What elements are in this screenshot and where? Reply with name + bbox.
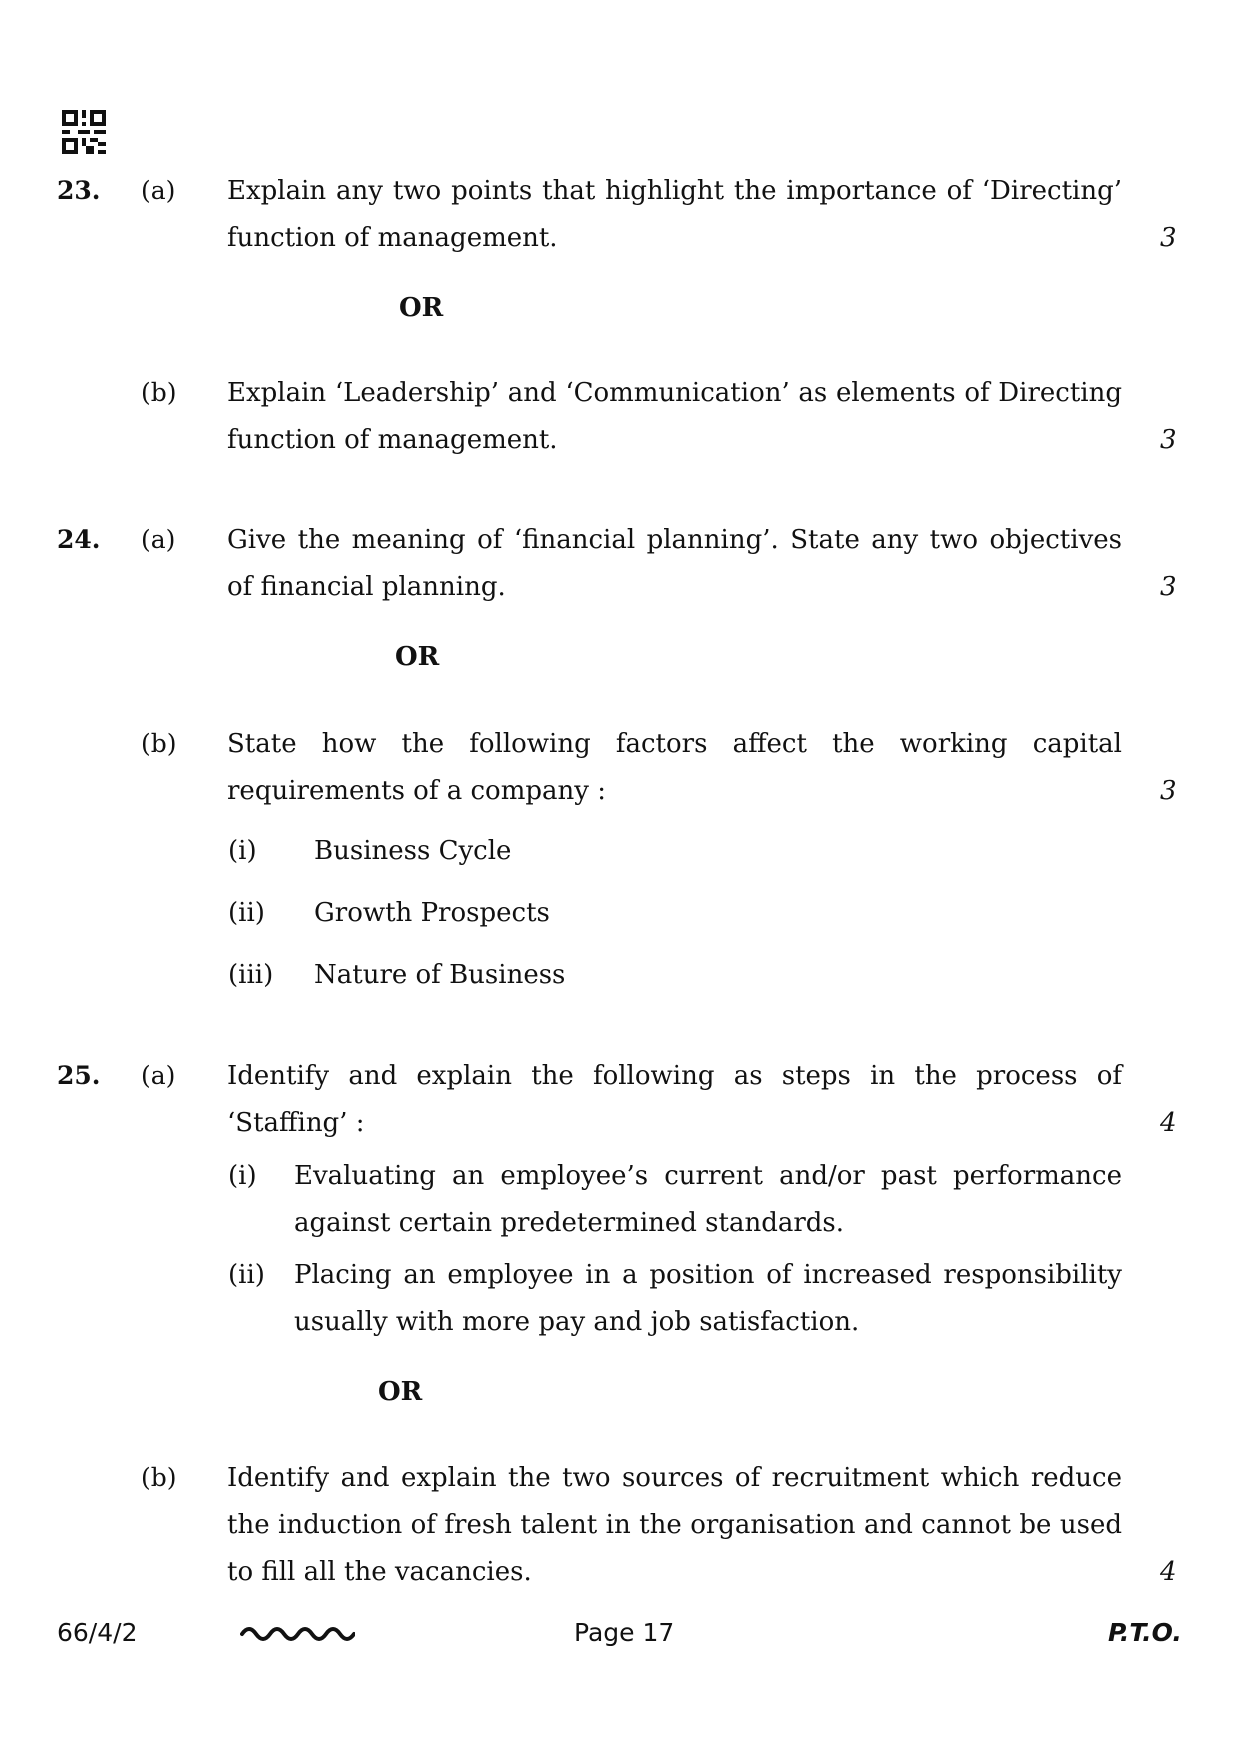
paper-code: 66/4/2 [57,1618,138,1647]
q24-part-b-label: (b) [141,729,177,758]
q23-a-marks: 3 [1160,223,1177,253]
tilde-ornament [240,1620,355,1644]
q24-b-marks: 3 [1160,776,1177,806]
q25-b-line1: Identify and explain the two sources of recruitment which reduce [227,1463,1122,1493]
q25-part-b-label: (b) [141,1463,177,1492]
q23-part-b-text [227,370,1122,464]
q24-b-line1: State how the following factors affect the working capital [227,729,1122,759]
q25-b-line2: the induction of fresh talent in the organisation and cannot be used [227,1510,1122,1540]
q24-a-line1: Give the meaning of ‘financial planning’. State any two objectives [227,525,1122,555]
q25-a-line1: Identify and explain the following as steps in the process of [227,1061,1122,1091]
q23-part-a-text [227,168,1122,262]
q24-part-b-text [227,721,1122,815]
q24-b-item-text: Growth Prospects [314,898,550,928]
q24-b-line2: requirements of a company : [227,776,606,806]
q25-a-item-line2: against certain predetermined standards. [294,1208,845,1238]
q25-part-b-text [227,1455,1122,1596]
q25-part-a-label: (a) [141,1061,176,1090]
q24-part-a-text [227,517,1122,611]
q24-b-item-text: Nature of Business [314,960,566,990]
q24-a-marks: 3 [1160,572,1177,602]
q24-b-item-num: (i) [228,836,257,866]
q25-a-item-num: (ii) [228,1260,265,1290]
q25-a-item-line1: Placing an employee in a position of increased responsibility [294,1260,1122,1290]
question-25-number: 25. [57,1061,101,1090]
q25-or: OR [378,1377,423,1407]
q25-a-item-text [294,1153,1122,1247]
q23-part-b-label: (b) [141,378,177,407]
q25-a-item-line1: Evaluating an employee’s current and/or past performance [294,1161,1122,1191]
page-number: Page 17 [574,1618,675,1647]
q25-a-line2: ‘Staffing’ : [227,1108,365,1138]
q23-b-line1: Explain ‘Leadership’ and ‘Communication’ as elements of Directing [227,378,1122,408]
q25-part-a-text [227,1053,1122,1147]
q23-or: OR [399,293,444,323]
q25-b-marks: 4 [1160,1557,1177,1587]
qr-code [62,110,106,154]
q23-part-a-label: (a) [141,176,176,205]
q23-a-line2: function of management. [227,223,558,253]
q24-b-item-text: Business Cycle [314,836,512,866]
q25-a-item-text [294,1252,1122,1346]
q24-part-a-label: (a) [141,525,176,554]
q25-a-item-line2: usually with more pay and job satisfaction. [294,1307,860,1337]
please-turn-over: P.T.O. [1108,1618,1182,1647]
q24-b-item-num: (ii) [228,898,265,928]
q23-a-line1: Explain any two points that highlight the importance of ‘Directing’ [227,176,1122,206]
q24-or: OR [395,642,440,672]
q23-b-marks: 3 [1160,425,1177,455]
q25-a-item-num: (i) [228,1161,257,1191]
q24-b-item-num: (iii) [228,960,274,990]
q25-a-marks: 4 [1160,1108,1177,1138]
q23-b-line2: function of management. [227,425,558,455]
question-23-number: 23. [57,176,101,205]
q25-b-line3: to fill all the vacancies. [227,1557,532,1587]
q24-a-line2: of financial planning. [227,572,506,602]
question-24-number: 24. [57,525,101,554]
